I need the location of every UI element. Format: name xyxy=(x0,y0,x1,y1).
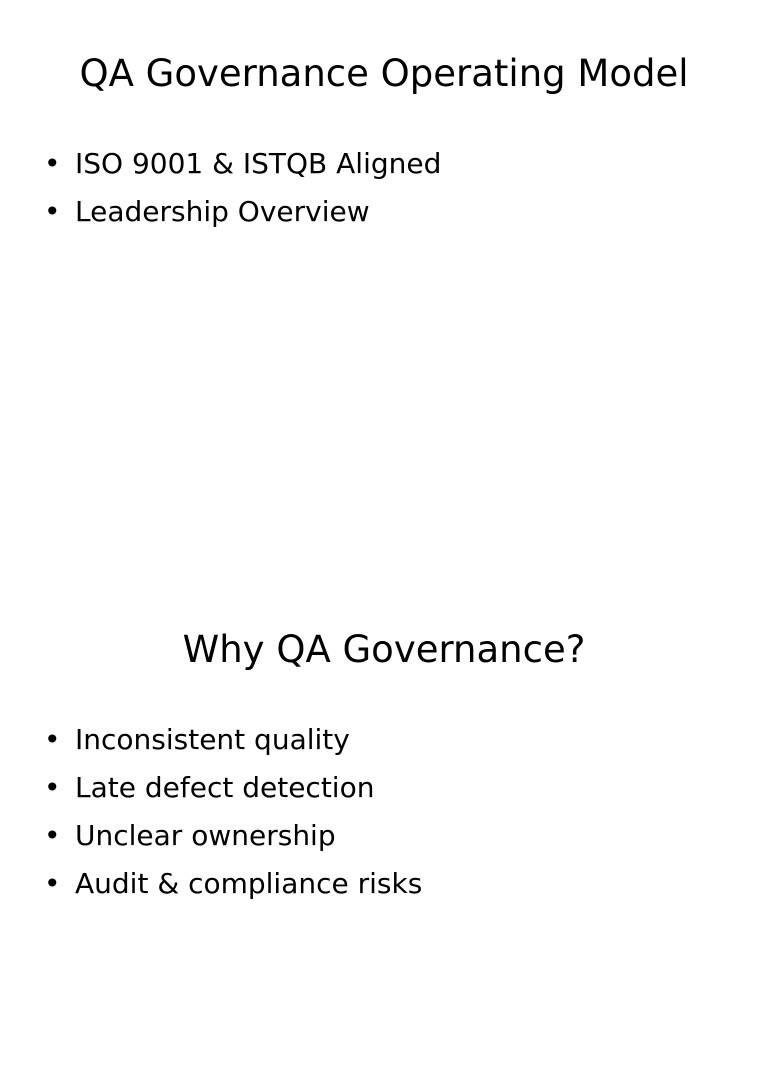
bullet-text: Leadership Overview xyxy=(75,195,370,228)
slide-1 xyxy=(0,0,768,512)
bullet-text: Unclear ownership xyxy=(75,819,336,852)
bullet-text: ISO 9001 & ISTQB Aligned xyxy=(75,147,442,180)
bullet-icon: • xyxy=(44,147,61,180)
slide-2 xyxy=(0,576,768,1088)
bullet-icon: • xyxy=(44,195,61,228)
bullet-text: Inconsistent quality xyxy=(75,723,350,756)
bullet-icon: • xyxy=(44,723,61,756)
slide-title: Why QA Governance? xyxy=(182,628,586,671)
bullet-text: Late defect detection xyxy=(75,771,375,804)
bullet-text: Audit & compliance risks xyxy=(75,867,423,900)
bullet-icon: • xyxy=(44,819,61,852)
bullet-icon: • xyxy=(44,771,61,804)
bullet-icon: • xyxy=(44,867,61,900)
slide-title: QA Governance Operating Model xyxy=(79,52,689,95)
